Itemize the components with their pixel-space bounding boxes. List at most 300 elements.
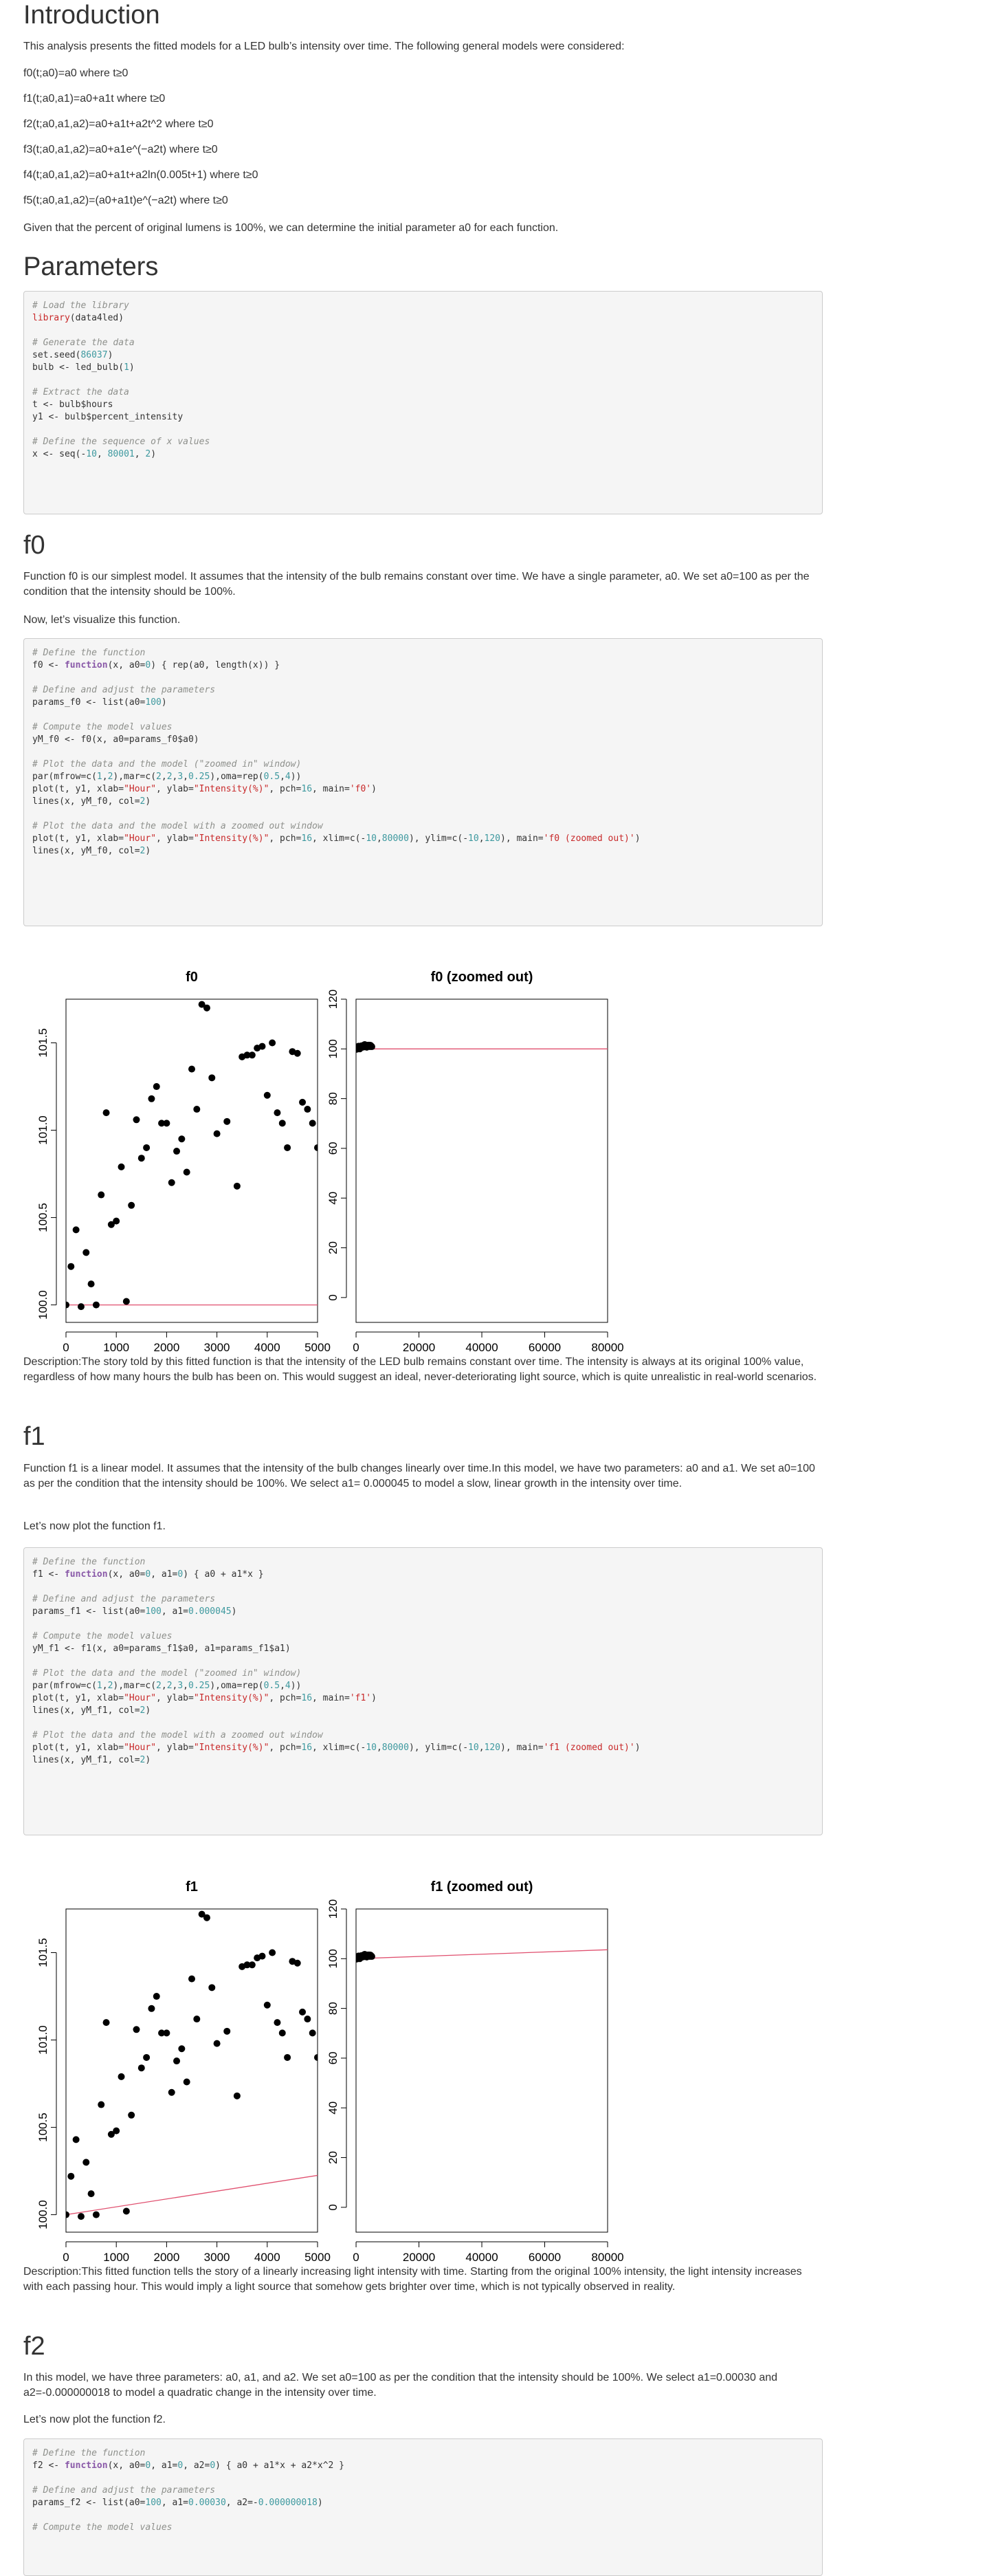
data-point <box>234 2093 241 2099</box>
code-token: function <box>64 1569 108 1580</box>
code-token: 120 <box>484 833 500 844</box>
code-token: , <box>478 1743 485 1753</box>
f2-description: In this model, we have three parameters: a0, a1, and a2. We set a0=100 as per the condition that the intensity should be 100%. We select a1=0.00030 and a2=-0.000000018 to model a quadratic change in the intensity over time. <box>23 2372 778 2399</box>
code-token: 0.5 <box>263 1681 280 1691</box>
code-token: (data4led) <box>69 313 124 323</box>
data-point <box>63 2212 69 2218</box>
code-token: , a1= <box>161 2498 188 2508</box>
code-token: , ylab= <box>156 833 194 844</box>
code-line <box>32 709 814 721</box>
code-line <box>32 300 814 312</box>
data-point <box>98 1192 104 1199</box>
data-point <box>168 1179 175 1186</box>
y-tick-label: 0 <box>326 2204 340 2211</box>
code-line <box>32 1729 814 1742</box>
intro-heading: Introduction <box>23 1 160 30</box>
y-tick-label: 100 <box>326 1039 340 1059</box>
data-point <box>88 2190 95 2197</box>
code-line <box>32 1692 814 1705</box>
code-token: lines(x, yM_f0, col= <box>32 846 140 856</box>
code-token: ) <box>371 1693 377 1703</box>
code-token: 0 <box>177 2460 184 2471</box>
code-token: # Plot the data and the model ("zoomed in" window) <box>32 759 302 769</box>
x-tick-label: 1000 <box>103 1341 130 1354</box>
code-token: 0 <box>177 1569 184 1580</box>
data-point <box>223 2028 230 2035</box>
f1-heading: f1 <box>23 1422 45 1451</box>
code-token: # Compute the model values <box>32 2522 173 2533</box>
f1-plot-figure <box>23 1857 628 2264</box>
f2-lead: Let’s now plot the function f2. <box>23 2414 166 2425</box>
data-point <box>133 2026 140 2033</box>
code-line <box>32 349 814 362</box>
code-token: "Hour" <box>124 1693 157 1703</box>
data-point <box>103 2019 110 2026</box>
f1-description: Function f1 is a linear model. It assumes that the intensity of the bulb changes linearly over time.In this model, we have two parameters: a0 and a1. We set a0=100 as per the condition that the intensity should be 100%. We select a1= 0.000045 to model a slow, linear growth in the intensity over time. <box>23 1463 815 1489</box>
data-point <box>78 1303 85 1310</box>
model-line <box>356 1950 608 1958</box>
code-line <box>32 734 814 746</box>
code-token: )) <box>290 772 302 782</box>
code-token: , <box>183 1681 188 1691</box>
x-tick-label: 5000 <box>304 2251 331 2264</box>
parameters-code-block <box>23 291 823 514</box>
code-token: "Hour" <box>124 833 157 844</box>
data-point <box>249 1051 256 1058</box>
data-point <box>123 2208 130 2215</box>
y-tick-label: 40 <box>326 2101 340 2115</box>
code-token: 4 <box>285 772 291 782</box>
code-token: x <- seq(- <box>32 449 87 459</box>
data-point <box>93 2212 100 2218</box>
code-token: 80000 <box>381 833 409 844</box>
model-definition: f1(t;a0,a1)=a0+a1t where t≥0 <box>23 93 166 105</box>
code-line <box>32 1754 814 1767</box>
code-token: 80001 <box>107 449 135 459</box>
plot-frame <box>66 999 318 1322</box>
code-token: , <box>183 772 188 782</box>
y-tick-label: 60 <box>326 2051 340 2065</box>
code-line <box>32 684 814 697</box>
code-token: 2 <box>140 846 146 856</box>
data-point <box>258 1953 265 1960</box>
code-token: ), main= <box>500 1743 544 1753</box>
data-point <box>118 1164 125 1170</box>
code-token: 10 <box>366 833 377 844</box>
code-line <box>32 783 814 796</box>
data-point <box>184 2079 190 2086</box>
code-line <box>32 647 814 659</box>
data-point <box>223 1118 230 1125</box>
f0-description: Function f0 is our simplest model. It assumes that the intensity of the bulb remains constant over time. We have a single parameter, a0. We set a0=100 as per the condition that the intensity should be 100%. <box>23 571 810 598</box>
y-tick-label: 20 <box>326 2151 340 2164</box>
x-tick-label: 0 <box>63 1341 69 1354</box>
code-token: , pch= <box>269 784 302 794</box>
code-token: library <box>32 313 70 323</box>
y-tick-label: 100.0 <box>36 2200 49 2229</box>
data-point <box>304 2016 311 2022</box>
data-point <box>138 1155 145 1161</box>
code-token: # Compute the model values <box>32 1631 173 1641</box>
f2-heading: f2 <box>23 2332 45 2361</box>
data-point <box>234 1183 241 1190</box>
code-token: , ylab= <box>156 1743 194 1753</box>
code-token: function <box>64 2460 108 2471</box>
code-token: 0.5 <box>263 772 280 782</box>
x-tick-label: 4000 <box>254 2251 280 2264</box>
code-token: # Define the function <box>32 2448 146 2458</box>
code-line <box>32 1742 814 1754</box>
code-token: bulb <- led_bulb( <box>32 362 124 373</box>
data-point <box>103 1109 110 1116</box>
data-point <box>264 1092 271 1099</box>
data-point <box>148 2005 155 2012</box>
data-point <box>118 2073 125 2080</box>
data-point <box>368 1043 375 1050</box>
code-token: (x, a0= <box>107 660 146 670</box>
code-token: params_f2 <- list(a0= <box>32 2498 146 2508</box>
code-line <box>32 2509 814 2522</box>
code-token: 2 <box>140 1755 146 1765</box>
intro-lead: This analysis presents the fitted models for a LED bulb’s intensity over time. The following general models were considered: <box>23 41 625 52</box>
code-line <box>32 1556 814 1569</box>
code-line <box>32 374 814 386</box>
code-token: (x, a0= <box>107 1569 146 1580</box>
code-token: params_f0 <- list(a0= <box>32 697 146 708</box>
data-point <box>314 1144 321 1151</box>
code-token: 'f1 (zoomed out)' <box>543 1743 635 1753</box>
data-point <box>73 1226 80 1233</box>
data-point <box>309 2029 316 2036</box>
code-token: yM_f1 <- f1(x, a0=params_f1$a0, a1=params_f1$a1) <box>32 1644 291 1654</box>
data-point <box>168 2089 175 2096</box>
code-token: ) <box>317 2498 323 2508</box>
code-token: # Plot the data and the model with a zoomed out window <box>32 821 323 831</box>
code-line <box>32 312 814 325</box>
code-token: , pch= <box>269 1693 302 1703</box>
y-tick-label: 120 <box>326 989 340 1009</box>
code-token: 10 <box>468 833 479 844</box>
data-point <box>113 1218 120 1225</box>
code-token: , <box>280 772 285 782</box>
code-token: , <box>96 449 108 459</box>
code-token: 10 <box>366 1743 377 1753</box>
code-token: ) { a0 + a1*x + a2*x^2 } <box>215 2460 344 2471</box>
code-line <box>32 820 814 833</box>
code-line <box>32 1630 814 1643</box>
code-token: ) <box>145 1705 151 1716</box>
data-point <box>284 2054 291 2061</box>
data-point <box>82 2159 89 2165</box>
y-tick-label: 101.0 <box>36 2025 49 2055</box>
code-token: par(mfrow=c( <box>32 772 97 782</box>
y-tick-label: 100 <box>326 1949 340 1969</box>
data-point <box>193 1106 200 1113</box>
code-token: f2 <- <box>32 2460 65 2471</box>
x-tick-label: 40000 <box>465 2251 498 2264</box>
plot-area <box>353 1950 608 1963</box>
data-point <box>304 1106 311 1113</box>
x-tick-label: 3000 <box>203 1341 230 1354</box>
code-token: par(mfrow=c( <box>32 1681 97 1691</box>
model-definition: f0(t;a0)=a0 where t≥0 <box>23 67 129 79</box>
code-line <box>32 1569 814 1581</box>
data-point <box>173 2057 180 2064</box>
data-point <box>258 1043 265 1050</box>
x-tick-label: 40000 <box>465 1341 498 1354</box>
f0-lead: Now, let’s visualize this function. <box>23 614 181 626</box>
code-token: , a1= <box>161 1606 188 1617</box>
code-token: , <box>161 772 167 782</box>
data-point <box>128 2112 135 2119</box>
data-point <box>67 2173 74 2180</box>
code-token: 80000 <box>381 1743 409 1753</box>
data-point <box>82 1249 89 1256</box>
code-line <box>32 1593 814 1606</box>
data-point <box>178 2045 185 2052</box>
code-line <box>32 1668 814 1680</box>
code-token: 'f0 (zoomed out)' <box>543 833 635 844</box>
data-point <box>128 1202 135 1209</box>
code-token: ), main= <box>500 833 544 844</box>
code-token: 16 <box>301 833 313 844</box>
code-token: , xlim=c(- <box>312 833 366 844</box>
y-tick-label: 80 <box>326 2002 340 2016</box>
code-token: 1 <box>96 772 102 782</box>
model-definition: f3(t;a0,a1,a2)=a0+a1e^(−a2t) where t≥0 <box>23 144 218 155</box>
code-token: 1 <box>96 1681 102 1691</box>
code-token: , <box>102 1681 108 1691</box>
parameters-heading: Parameters <box>23 252 159 281</box>
intro-closing: Given that the percent of original lumens is 100%, we can determine the initial parameter a0 for each function. <box>23 222 559 234</box>
data-point <box>203 1914 210 1921</box>
code-token: "Intensity(%)" <box>193 784 269 794</box>
code-token: , pch= <box>269 833 302 844</box>
code-line <box>32 325 814 337</box>
code-token: , <box>280 1681 285 1691</box>
code-line <box>32 1643 814 1655</box>
code-token: , <box>134 449 146 459</box>
code-token: # Extract the data <box>32 387 129 397</box>
data-point <box>78 2213 85 2220</box>
code-token: ), ylim=c(- <box>408 1743 469 1753</box>
data-point <box>299 1099 306 1106</box>
data-point <box>188 1066 195 1073</box>
code-line <box>32 411 814 424</box>
code-token: , main= <box>312 784 350 794</box>
plot-frame <box>66 1909 318 2232</box>
code-line <box>32 833 814 845</box>
model-definition: f5(t;a0,a1,a2)=(a0+a1t)e^(−a2t) where t≥0 <box>23 195 228 206</box>
code-line <box>32 448 814 461</box>
code-token: # Generate the data <box>32 338 135 348</box>
f2-code-block <box>23 2438 823 2576</box>
code-line <box>32 362 814 374</box>
code-token: , a2=- <box>225 2498 258 2508</box>
code-line <box>32 337 814 349</box>
code-token: f1 <- <box>32 1569 65 1580</box>
data-point <box>249 1961 256 1968</box>
data-point <box>73 2136 80 2143</box>
y-tick-label: 20 <box>326 1241 340 1254</box>
data-point <box>309 1120 316 1126</box>
code-line <box>32 1717 814 1729</box>
code-token: lines(x, yM_f1, col= <box>32 1755 140 1765</box>
code-token: , xlim=c(- <box>312 1743 366 1753</box>
code-token: 0.25 <box>188 772 210 782</box>
code-token: , a2= <box>183 2460 210 2471</box>
code-token: # Plot the data and the model ("zoomed in" window) <box>32 1668 302 1679</box>
code-token: , main= <box>312 1693 350 1703</box>
y-tick-label: 101.5 <box>36 1028 49 1058</box>
data-point <box>284 1144 291 1151</box>
code-token: , <box>102 772 108 782</box>
code-token: , <box>172 1681 178 1691</box>
code-token: "Intensity(%)" <box>193 1693 269 1703</box>
code-token: ) <box>145 1755 151 1765</box>
code-line <box>32 758 814 771</box>
data-point <box>143 2054 150 2061</box>
code-token: 0 <box>145 660 151 670</box>
code-line <box>32 808 814 820</box>
code-token: # Define and adjust the parameters <box>32 1594 216 1604</box>
data-point <box>294 1050 301 1057</box>
code-token: 2 <box>156 1681 162 1691</box>
data-point <box>279 2029 286 2036</box>
code-line <box>32 1606 814 1618</box>
code-line <box>32 399 814 411</box>
y-tick-label: 80 <box>326 1092 340 1106</box>
code-token: 10 <box>86 449 97 459</box>
model-definition: f4(t;a0,a1,a2)=a0+a1t+a2ln(0.005t+1) where t≥0 <box>23 169 258 181</box>
y-tick-label: 101.5 <box>36 1938 49 1967</box>
code-token: "Hour" <box>124 1743 157 1753</box>
x-tick-label: 80000 <box>591 1341 624 1354</box>
y-tick-label: 100.5 <box>36 2113 49 2142</box>
code-line <box>32 1680 814 1692</box>
data-point <box>113 2128 120 2135</box>
code-line <box>32 2497 814 2509</box>
code-line <box>32 2460 814 2472</box>
code-token: 4 <box>285 1681 291 1691</box>
code-token: # Define the function <box>32 1557 146 1567</box>
x-tick-label: 2000 <box>153 1341 180 1354</box>
data-point <box>178 1135 185 1142</box>
code-token: 100 <box>145 1606 162 1617</box>
code-token: ) { rep(a0, length(x)) } <box>151 660 280 670</box>
code-token: ),oma=rep( <box>210 772 264 782</box>
code-token: 0.25 <box>188 1681 210 1691</box>
code-token: 86037 <box>80 350 108 360</box>
y-tick-label: 40 <box>326 1191 340 1205</box>
data-point <box>153 1993 160 2000</box>
plot-area <box>63 1001 321 1340</box>
code-token: , pch= <box>269 1743 302 1753</box>
code-token: 'f0' <box>349 784 372 794</box>
code-token: ) <box>634 1743 641 1753</box>
code-token: ),oma=rep( <box>210 1681 264 1691</box>
code-token: # Define and adjust the parameters <box>32 685 216 695</box>
code-line <box>32 721 814 734</box>
data-point <box>269 1040 276 1047</box>
data-point <box>264 2002 271 2009</box>
x-tick-label: 1000 <box>103 2251 130 2264</box>
plot-frame <box>356 999 608 1322</box>
f0-code-block <box>23 638 823 926</box>
code-token: y1 <- bulb$percent_intensity <box>32 412 184 422</box>
data-point <box>214 1131 221 1137</box>
data-point <box>138 2064 145 2071</box>
data-point <box>214 2040 221 2047</box>
code-token: 16 <box>301 784 313 794</box>
data-point <box>123 1298 130 1305</box>
x-tick-label: 4000 <box>254 1341 280 1354</box>
code-token: , ylab= <box>156 784 194 794</box>
code-token: , <box>161 1681 167 1691</box>
code-token: "Intensity(%)" <box>193 833 269 844</box>
code-token: # Load the library <box>32 301 129 311</box>
code-token: "Hour" <box>124 784 157 794</box>
code-token: ),mar=c( <box>113 1681 157 1691</box>
code-token: 2 <box>107 772 113 782</box>
code-line <box>32 2447 814 2460</box>
code-token: ) <box>129 362 135 373</box>
x-tick-label: 2000 <box>153 2251 180 2264</box>
code-token: f0 <- <box>32 660 65 670</box>
code-token: # Define and adjust the parameters <box>32 2485 216 2496</box>
data-point <box>63 1302 69 1309</box>
data-point <box>208 1984 215 1991</box>
code-line <box>32 2522 814 2534</box>
code-token: ) { a0 + a1*x } <box>183 1569 264 1580</box>
code-token: # Plot the data and the model with a zoomed out window <box>32 1730 323 1740</box>
code-token: plot(t, y1, xlab= <box>32 833 124 844</box>
code-token: # Define the sequence of x values <box>32 437 210 447</box>
code-token: set.seed( <box>32 350 81 360</box>
code-token: 0 <box>145 2460 151 2471</box>
code-token: 120 <box>484 1743 500 1753</box>
y-tick-label: 100.0 <box>36 1290 49 1320</box>
code-token: 16 <box>301 1743 313 1753</box>
code-token: 3 <box>177 1681 184 1691</box>
x-tick-label: 20000 <box>402 2251 436 2264</box>
y-tick-label: 60 <box>326 1142 340 1155</box>
code-token: plot(t, y1, xlab= <box>32 1693 124 1703</box>
code-token: )) <box>290 1681 302 1691</box>
code-line <box>32 771 814 783</box>
data-point <box>368 1953 375 1960</box>
x-tick-label: 5000 <box>304 1341 331 1354</box>
x-tick-label: 3000 <box>203 2251 230 2264</box>
f0-heading: f0 <box>23 531 45 560</box>
code-token: lines(x, yM_f1, col= <box>32 1705 140 1716</box>
plot-title: f0 (zoomed out) <box>430 970 533 985</box>
x-tick-label: 60000 <box>528 1341 562 1354</box>
data-point <box>93 1302 100 1309</box>
model-definition: f2(t;a0,a1,a2)=a0+a1t+a2t^2 where t≥0 <box>23 118 214 130</box>
code-token: 2 <box>166 1681 173 1691</box>
code-token: function <box>64 660 108 670</box>
data-point <box>67 1263 74 1270</box>
code-token: plot(t, y1, xlab= <box>32 1743 124 1753</box>
code-token: 1 <box>124 362 129 373</box>
code-token: ) <box>107 350 113 360</box>
code-token: 0 <box>210 2460 216 2471</box>
code-token: , a1= <box>151 1569 178 1580</box>
code-token: params_f1 <- list(a0= <box>32 1606 146 1617</box>
code-token: ) <box>634 833 641 844</box>
data-point <box>98 2102 104 2108</box>
